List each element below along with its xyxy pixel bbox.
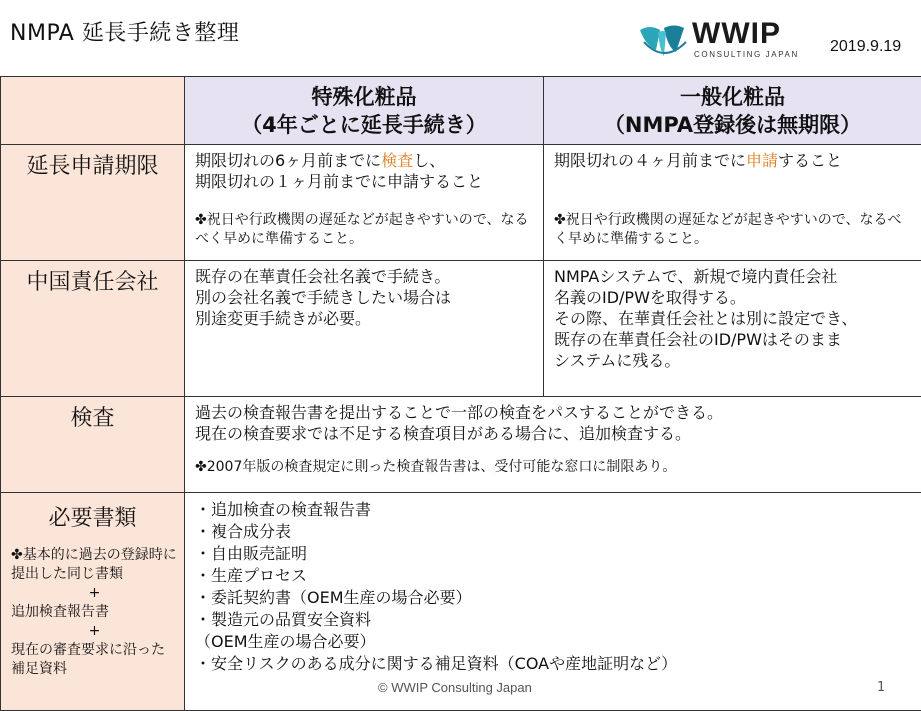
logo-wordmark: WWIP (692, 17, 781, 50)
inspection-cell: 過去の検査報告書を提出することで一部の検査をパスすることができる。 現在の検査要求では不足する検査項目がある場合に、追加検査する。 ✤2007年版の検査規定に則った検査報告書は、受付可能な窓口に制限あり。 (185, 397, 921, 493)
page-title: NMPA 延長手続き整理 (10, 21, 240, 46)
row-label-china-responsible-company: 中国責任会社 (1, 261, 185, 397)
row-label-extension-deadline: 延長申請期限 (1, 145, 185, 261)
inspection-note: ✤2007年版の検査規定に則った検査報告書は、受付可能な窓口に制限あり。 (195, 459, 677, 475)
row-label-required-documents: 必要書類 (48, 506, 137, 531)
header-general-cosmetics: 一般化粧品 （NMPA登録後は無期限） (544, 77, 921, 145)
list-item: ・生産プロセス (195, 566, 308, 585)
extension-special-cell: 期限切れの6ヶ月前までに検査し、 期限切れの１ヶ月前までに申請すること ✤祝日や行政機関の遅延などが起きやすいので、なるべく早めに準備すること。 (185, 145, 544, 261)
corner-cell (1, 77, 185, 145)
list-item: ・追加検査の検査報告書 (195, 500, 372, 519)
extension-general-cell: 期限切れの４ヶ月前までに申請すること ✤祝日や行政機関の遅延などが起きやすいので、なるべく早めに準備すること。 (544, 145, 921, 261)
page-number: 1 (877, 680, 886, 695)
list-item: ・安全リスクのある成分に関する補足資料（COAや産地証明など） (195, 654, 678, 673)
procedure-table (0, 76, 921, 711)
logo-subtitle: CONSULTING JAPAN (694, 50, 799, 59)
wwip-logo (636, 17, 836, 62)
extension-general-note: ✤祝日や行政機関の遅延などが起きやすいので、なるべく早めに準備すること。 (554, 212, 902, 247)
list-item: ・委託契約書（OEM生産の場合必要） (195, 588, 472, 607)
header-special-cosmetics: 特殊化粧品 （4年ごとに延長手続き） (185, 77, 544, 145)
list-item: （OEM生産の場合必要） (195, 632, 376, 651)
list-item: ・自由販売証明 (195, 544, 308, 563)
required-documents-list (185, 493, 921, 711)
list-item: ・製造元の品質安全資料 (195, 610, 372, 629)
row-label-inspection: 検査 (1, 397, 185, 493)
required-documents-notes: ✤基本的に過去の登録時に提出した同じ書類 + 追加検査報告書 + 現在の審査要求に沿った補足資料 (11, 547, 177, 677)
document-date: 2019.9.19 (830, 38, 902, 55)
copyright: © WWIP Consulting Japan (378, 680, 532, 695)
responsible-special-cell: 既存の在華責任会社名義で手続き。 別の会社名義で手続きしたい場合は 別途変更手続きが必要。 (185, 261, 544, 397)
extension-special-note: ✤祝日や行政機関の遅延などが起きやすいので、なるべく早めに準備すること。 (195, 212, 529, 247)
list-item: ・複合成分表 (195, 522, 292, 541)
globe-logo-icon (636, 20, 694, 62)
responsible-general-cell: NMPAシステムで、新規で境内責任会社 名義のID/PWを取得する。 その際、在華責任会社とは別に設定でき、 既存の在華責任会社のID/PWはそのまま システムに残る。 (544, 261, 921, 397)
row-label-required-documents-cell (1, 493, 185, 711)
